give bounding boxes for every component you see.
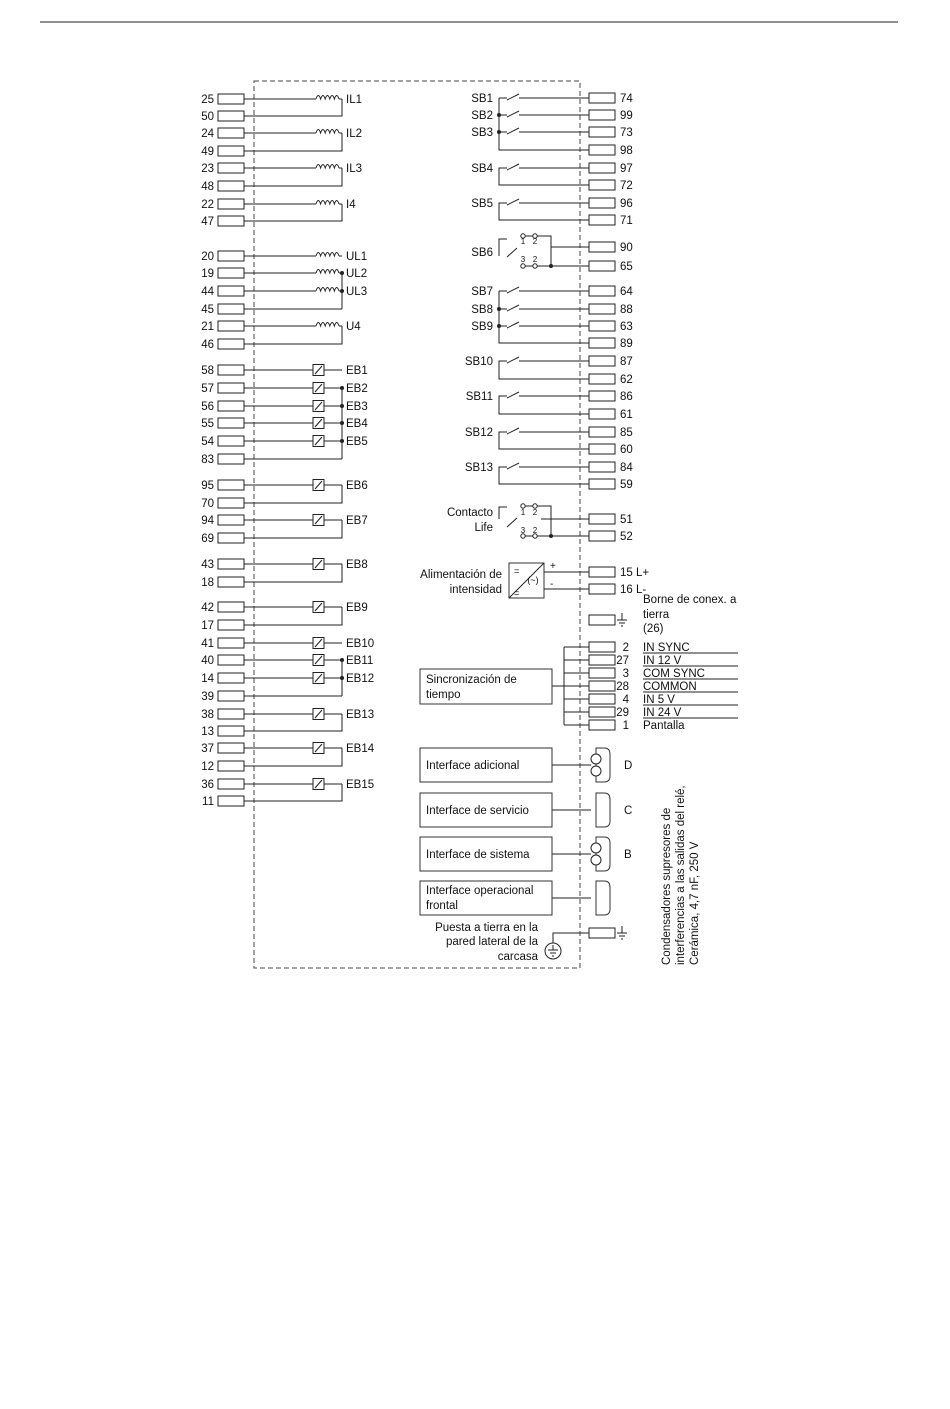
terminal-block [218, 181, 244, 191]
coil-icon [316, 253, 339, 257]
terminal-block [218, 94, 244, 104]
wire [244, 168, 342, 186]
wire [499, 98, 589, 150]
terminal-number: 72 [620, 180, 633, 192]
input-label: EB3 [346, 401, 368, 413]
housing-earth-label: carcasa [497, 951, 538, 963]
relay-contact-icon [507, 94, 519, 100]
earth-terminal [589, 928, 615, 938]
wire [499, 291, 589, 343]
terminal-block [589, 531, 615, 541]
terminal-number: 89 [620, 338, 633, 350]
junction-dot [340, 658, 344, 662]
relay-contact-icon [507, 164, 519, 170]
terminal-number: 96 [620, 198, 633, 210]
wire [244, 133, 342, 151]
relay-label: SB2 [471, 110, 493, 122]
terminal-block [218, 796, 244, 806]
interface-connector-icon [596, 793, 610, 827]
terminal-block [589, 479, 615, 489]
sync-pin-number: 28 [616, 681, 629, 693]
terminal-number: 54 [201, 436, 214, 448]
junction-dot [497, 113, 501, 117]
input-label: EB14 [346, 743, 375, 755]
terminal-number: 20 [201, 251, 214, 263]
wire [499, 203, 589, 220]
terminal-block [218, 199, 244, 209]
terminal-block [218, 743, 244, 753]
junction-dot [340, 676, 344, 680]
sync-pin-name: IN 24 V [643, 707, 682, 719]
housing-earth-label: pared lateral de la [445, 936, 538, 948]
input-label: EB2 [346, 383, 368, 395]
terminal-number: 84 [620, 462, 633, 474]
relay-label: SB5 [471, 198, 493, 210]
relay-label: SB10 [464, 356, 493, 368]
input-label: EB1 [346, 365, 368, 377]
interface-letter: B [624, 849, 632, 861]
interface-connector-icon [596, 881, 610, 915]
terminal-number: 47 [201, 216, 214, 228]
terminal-number: 95 [201, 480, 214, 492]
input-label: EB7 [346, 515, 368, 527]
terminal-block [589, 356, 615, 366]
interface-label: Interface de sistema [426, 849, 530, 861]
wire [499, 432, 589, 449]
terminal-number: 46 [201, 339, 214, 351]
junction-dot [497, 307, 501, 311]
junction-dot [340, 386, 344, 390]
minus-sign: - [550, 579, 554, 590]
input-label: EB15 [346, 779, 375, 791]
terminal-number: 43 [201, 559, 214, 571]
terminal-block [218, 761, 244, 771]
sync-pin-name: COMMON [643, 681, 697, 693]
input-label: UL3 [346, 286, 368, 298]
wire [244, 204, 342, 221]
terminal-number: 90 [620, 242, 633, 254]
terminal-block [589, 374, 615, 384]
terminal-number: 56 [201, 401, 214, 413]
terminal-number: 65 [620, 261, 633, 273]
contact-number: 1 [520, 508, 526, 517]
terminal-number: 50 [201, 111, 214, 123]
wire [499, 396, 589, 414]
input-label: EB8 [346, 559, 368, 571]
wire [244, 784, 342, 801]
junction-dot [340, 421, 344, 425]
relay-label: SB3 [471, 127, 493, 139]
input-label: U4 [346, 321, 361, 333]
terminal-block [589, 180, 615, 190]
terminal-block [218, 480, 244, 490]
contact-number: 3 [520, 255, 526, 264]
terminal-block [218, 673, 244, 683]
terminal-number: 25 [201, 94, 214, 106]
input-label: IL2 [346, 128, 362, 140]
junction-dot [340, 404, 344, 408]
terminal-number: 69 [201, 533, 214, 545]
life-contact-label: Contacto [446, 507, 493, 519]
capacitor-note [661, 785, 701, 965]
wire [244, 485, 342, 503]
terminal-block [218, 321, 244, 331]
junction-dot [497, 324, 501, 328]
wire [244, 748, 342, 766]
coil-icon [316, 270, 339, 274]
terminal-block [589, 215, 615, 225]
contact-number: 2 [532, 508, 538, 517]
terminal-block [589, 163, 615, 173]
terminal-block [218, 286, 244, 296]
terminal-block [589, 321, 615, 331]
terminal-number: 73 [620, 127, 633, 139]
terminal-block [218, 559, 244, 569]
input-label: EB10 [346, 638, 375, 650]
sync-terminal [589, 720, 615, 730]
terminal-number: 21 [201, 321, 214, 333]
wire [553, 933, 589, 943]
terminal-number: 62 [620, 374, 633, 386]
relay-contact-icon [507, 111, 519, 117]
terminal-block [218, 779, 244, 789]
terminal-block [218, 638, 244, 648]
relay-label: SB9 [471, 321, 493, 333]
terminal-number: 49 [201, 146, 214, 158]
capacitor-note-line: Condensadores supresores de [661, 807, 673, 965]
input-label: EB4 [346, 418, 368, 430]
terminal-number: 99 [620, 110, 633, 122]
dc-symbol: = [514, 566, 520, 576]
terminal-number: 59 [620, 479, 633, 491]
plus-sign: + [550, 561, 556, 572]
input-label: UL2 [346, 268, 368, 280]
wire [499, 361, 589, 379]
relay-label: SB8 [471, 304, 493, 316]
terminal-block [218, 577, 244, 587]
sync-pin-name: IN 5 V [643, 694, 675, 706]
terminal-block [589, 304, 615, 314]
device-outline [254, 81, 580, 968]
terminal-block [218, 216, 244, 226]
relay-contact-icon [507, 248, 517, 257]
coil-icon [316, 130, 339, 134]
relay-contact-icon [507, 357, 519, 363]
time-sync-label: tiempo [426, 689, 461, 701]
sync-terminal [589, 694, 615, 704]
terminal-block [218, 498, 244, 508]
terminal-block [218, 602, 244, 612]
terminal-number: 88 [620, 304, 633, 316]
terminal-block [589, 584, 615, 594]
terminal-number: 13 [201, 726, 214, 738]
coil-icon [316, 288, 339, 292]
power-supply-label: intensidad [449, 584, 502, 596]
relay-contact-icon [507, 428, 519, 434]
relay-contact-icon [507, 128, 519, 134]
terminal-block [589, 391, 615, 401]
terminal-block [218, 401, 244, 411]
fiber-optic-icon [591, 855, 601, 865]
terminal-number: 12 [201, 761, 214, 773]
ac-symbol: (~) [527, 575, 539, 585]
terminal-number: 22 [201, 199, 214, 211]
sync-terminal [589, 655, 615, 665]
relay-contact-icon [507, 322, 519, 328]
sync-pin-number: 3 [622, 668, 629, 680]
coil-icon [316, 201, 339, 205]
relay-contact-icon [507, 287, 519, 293]
relay-contact-icon [507, 392, 519, 398]
sync-pin-name: IN 12 V [643, 655, 682, 667]
input-label: I4 [346, 199, 356, 211]
input-label: EB12 [346, 673, 375, 685]
terminal-number: 61 [620, 409, 633, 421]
coil-icon [316, 96, 339, 100]
terminal-number: 15 L+ [620, 567, 650, 579]
terminal-number: 44 [201, 286, 214, 298]
relay-label: SB4 [471, 163, 493, 175]
terminal-number: 48 [201, 181, 214, 193]
sync-terminal [589, 707, 615, 717]
interface-letter: C [624, 805, 633, 817]
interface-connector-icon [596, 748, 610, 782]
interface-letter: D [624, 760, 633, 772]
terminal-block [589, 145, 615, 155]
sync-terminal [589, 668, 615, 678]
junction-dot [340, 439, 344, 443]
terminal-block [218, 533, 244, 543]
terminal-block [218, 515, 244, 525]
wire [499, 507, 507, 519]
wire [244, 326, 342, 344]
terminal-block [589, 409, 615, 419]
interface-label: Interface adicional [426, 760, 520, 772]
terminal-block [218, 268, 244, 278]
terminal-number: 71 [620, 215, 633, 227]
relay-label: SB7 [471, 286, 493, 298]
terminal-block [218, 655, 244, 665]
terminal-number: 23 [201, 163, 214, 175]
contact-number: 1 [520, 237, 526, 246]
earth-terminal-label: (26) [643, 623, 664, 635]
terminal-block [589, 567, 615, 577]
input-label: EB13 [346, 709, 375, 721]
interface-label: Interface de servicio [426, 805, 529, 817]
fiber-optic-icon [591, 754, 601, 764]
contact-number: 2 [532, 237, 538, 246]
terminal-number: 55 [201, 418, 214, 430]
terminal-block [218, 304, 244, 314]
coil-icon [316, 165, 339, 169]
sync-pin-name: COM SYNC [643, 668, 705, 680]
terminal-block [589, 261, 615, 271]
contact-number: 2 [532, 526, 538, 535]
contact-point [533, 264, 537, 268]
terminal-number: 19 [201, 268, 214, 280]
terminal-number: 42 [201, 602, 214, 614]
wire [244, 714, 342, 731]
terminal-block [218, 111, 244, 121]
earth-terminal [589, 615, 615, 625]
contact-number: 3 [520, 526, 526, 535]
input-label: EB11 [346, 655, 374, 667]
terminal-number: 83 [201, 454, 214, 466]
relay-label: SB12 [464, 427, 493, 439]
terminal-number: 51 [620, 514, 633, 526]
terminal-number: 16 L- [620, 584, 647, 596]
contact-number: 2 [532, 255, 538, 264]
terminal-number: 70 [201, 498, 214, 510]
relay-contact-icon [507, 305, 519, 311]
terminal-number: 57 [201, 383, 214, 395]
terminal-number: 37 [201, 743, 214, 755]
terminal-number: 14 [201, 673, 214, 685]
coil-icon [316, 323, 339, 327]
wire [244, 564, 342, 582]
relay-label: SB13 [464, 462, 493, 474]
interface-connector-icon [596, 837, 610, 871]
input-label: IL3 [346, 163, 362, 175]
time-sync-label: Sincronización de [426, 674, 517, 686]
terminal-number: 87 [620, 356, 633, 368]
fiber-optic-icon [591, 766, 601, 776]
terminal-block [218, 365, 244, 375]
relay-label: SB11 [465, 391, 493, 403]
wire [244, 99, 342, 116]
wire [537, 506, 551, 536]
terminal-block [218, 436, 244, 446]
earth-terminal-label: tierra [643, 609, 670, 621]
terminal-block [218, 128, 244, 138]
sync-pin-number: 2 [622, 642, 629, 654]
terminal-block [589, 93, 615, 103]
terminal-number: 18 [201, 577, 214, 589]
terminal-number: 60 [620, 444, 633, 456]
terminal-block [218, 251, 244, 261]
terminal-block [589, 427, 615, 437]
wire [499, 239, 507, 256]
junction-dot [549, 264, 553, 268]
junction-dot [497, 130, 501, 134]
terminal-block [589, 198, 615, 208]
terminal-number: 40 [201, 655, 214, 667]
contact-point [521, 264, 525, 268]
terminal-number: 11 [202, 796, 214, 808]
wire [499, 168, 589, 185]
input-label: EB9 [346, 602, 368, 614]
terminal-block [218, 146, 244, 156]
terminal-number: 94 [201, 515, 214, 527]
wire [244, 520, 342, 538]
terminal-block [589, 462, 615, 472]
life-contact-label: Life [474, 522, 493, 534]
earth-terminal-label: Borne de conex. a [643, 594, 737, 606]
input-label: IL1 [346, 94, 362, 106]
interface-label: Interface operacional [426, 885, 534, 897]
terminal-block [589, 444, 615, 454]
terminal-number: 52 [620, 531, 633, 543]
terminal-number: 97 [620, 163, 633, 175]
terminal-block [589, 286, 615, 296]
terminal-block [218, 163, 244, 173]
junction-dot [549, 534, 553, 538]
input-label: EB5 [346, 436, 368, 448]
junction-dot [340, 289, 344, 293]
sync-pin-number: 27 [616, 655, 629, 667]
terminal-number: 36 [201, 779, 214, 791]
terminal-block [589, 514, 615, 524]
terminal-number: 41 [201, 638, 214, 650]
terminal-number: 98 [620, 145, 633, 157]
terminal-number: 58 [201, 365, 214, 377]
terminal-block [218, 339, 244, 349]
terminal-number: 17 [201, 620, 214, 632]
relay-label: SB1 [471, 93, 493, 105]
wire [244, 607, 342, 625]
input-label: UL1 [346, 251, 368, 263]
terminal-number: 24 [201, 128, 214, 140]
sync-pin-name: Pantalla [643, 720, 685, 732]
relay-label: SB6 [471, 247, 493, 259]
junction-dot [340, 271, 344, 275]
terminal-block [218, 418, 244, 428]
terminal-block [218, 620, 244, 630]
wire [499, 467, 589, 484]
terminal-block [589, 127, 615, 137]
terminal-number: 45 [201, 304, 214, 316]
terminal-number: 86 [620, 391, 633, 403]
sync-terminal [589, 681, 615, 691]
sync-pin-number: 1 [622, 720, 629, 732]
wire [537, 236, 551, 266]
terminal-block [589, 242, 615, 252]
sync-pin-name: IN SYNC [643, 642, 690, 654]
terminal-block [218, 709, 244, 719]
relay-contact-icon [507, 199, 519, 205]
terminal-block [218, 454, 244, 464]
fiber-optic-icon [591, 843, 601, 853]
relay-contact-icon [507, 463, 519, 469]
terminal-number: 64 [620, 286, 633, 298]
terminal-block [218, 691, 244, 701]
terminal-number: 63 [620, 321, 633, 333]
dc-symbol: = [514, 588, 520, 598]
terminal-block [589, 338, 615, 348]
terminal-number: 39 [201, 691, 214, 703]
input-label: EB6 [346, 480, 368, 492]
terminal-number: 74 [620, 93, 633, 105]
terminal-number: 38 [201, 709, 214, 721]
terminal-block [589, 110, 615, 120]
sync-terminal [589, 642, 615, 652]
housing-earth-label: Puesta a tierra en la [435, 922, 538, 934]
terminal-block [218, 726, 244, 736]
terminal-number: 85 [620, 427, 633, 439]
interface-label: frontal [426, 900, 458, 912]
sync-pin-number: 4 [622, 694, 629, 706]
relay-contact-icon [507, 518, 517, 527]
power-supply-label: Alimentación de [420, 569, 502, 581]
sync-pin-number: 29 [616, 707, 629, 719]
capacitor-note-line: interferencias a las salidas del relé, [675, 785, 687, 965]
terminal-block [218, 383, 244, 393]
capacitor-note-line: Cerámica, 4,7 nF, 250 V [689, 841, 701, 965]
